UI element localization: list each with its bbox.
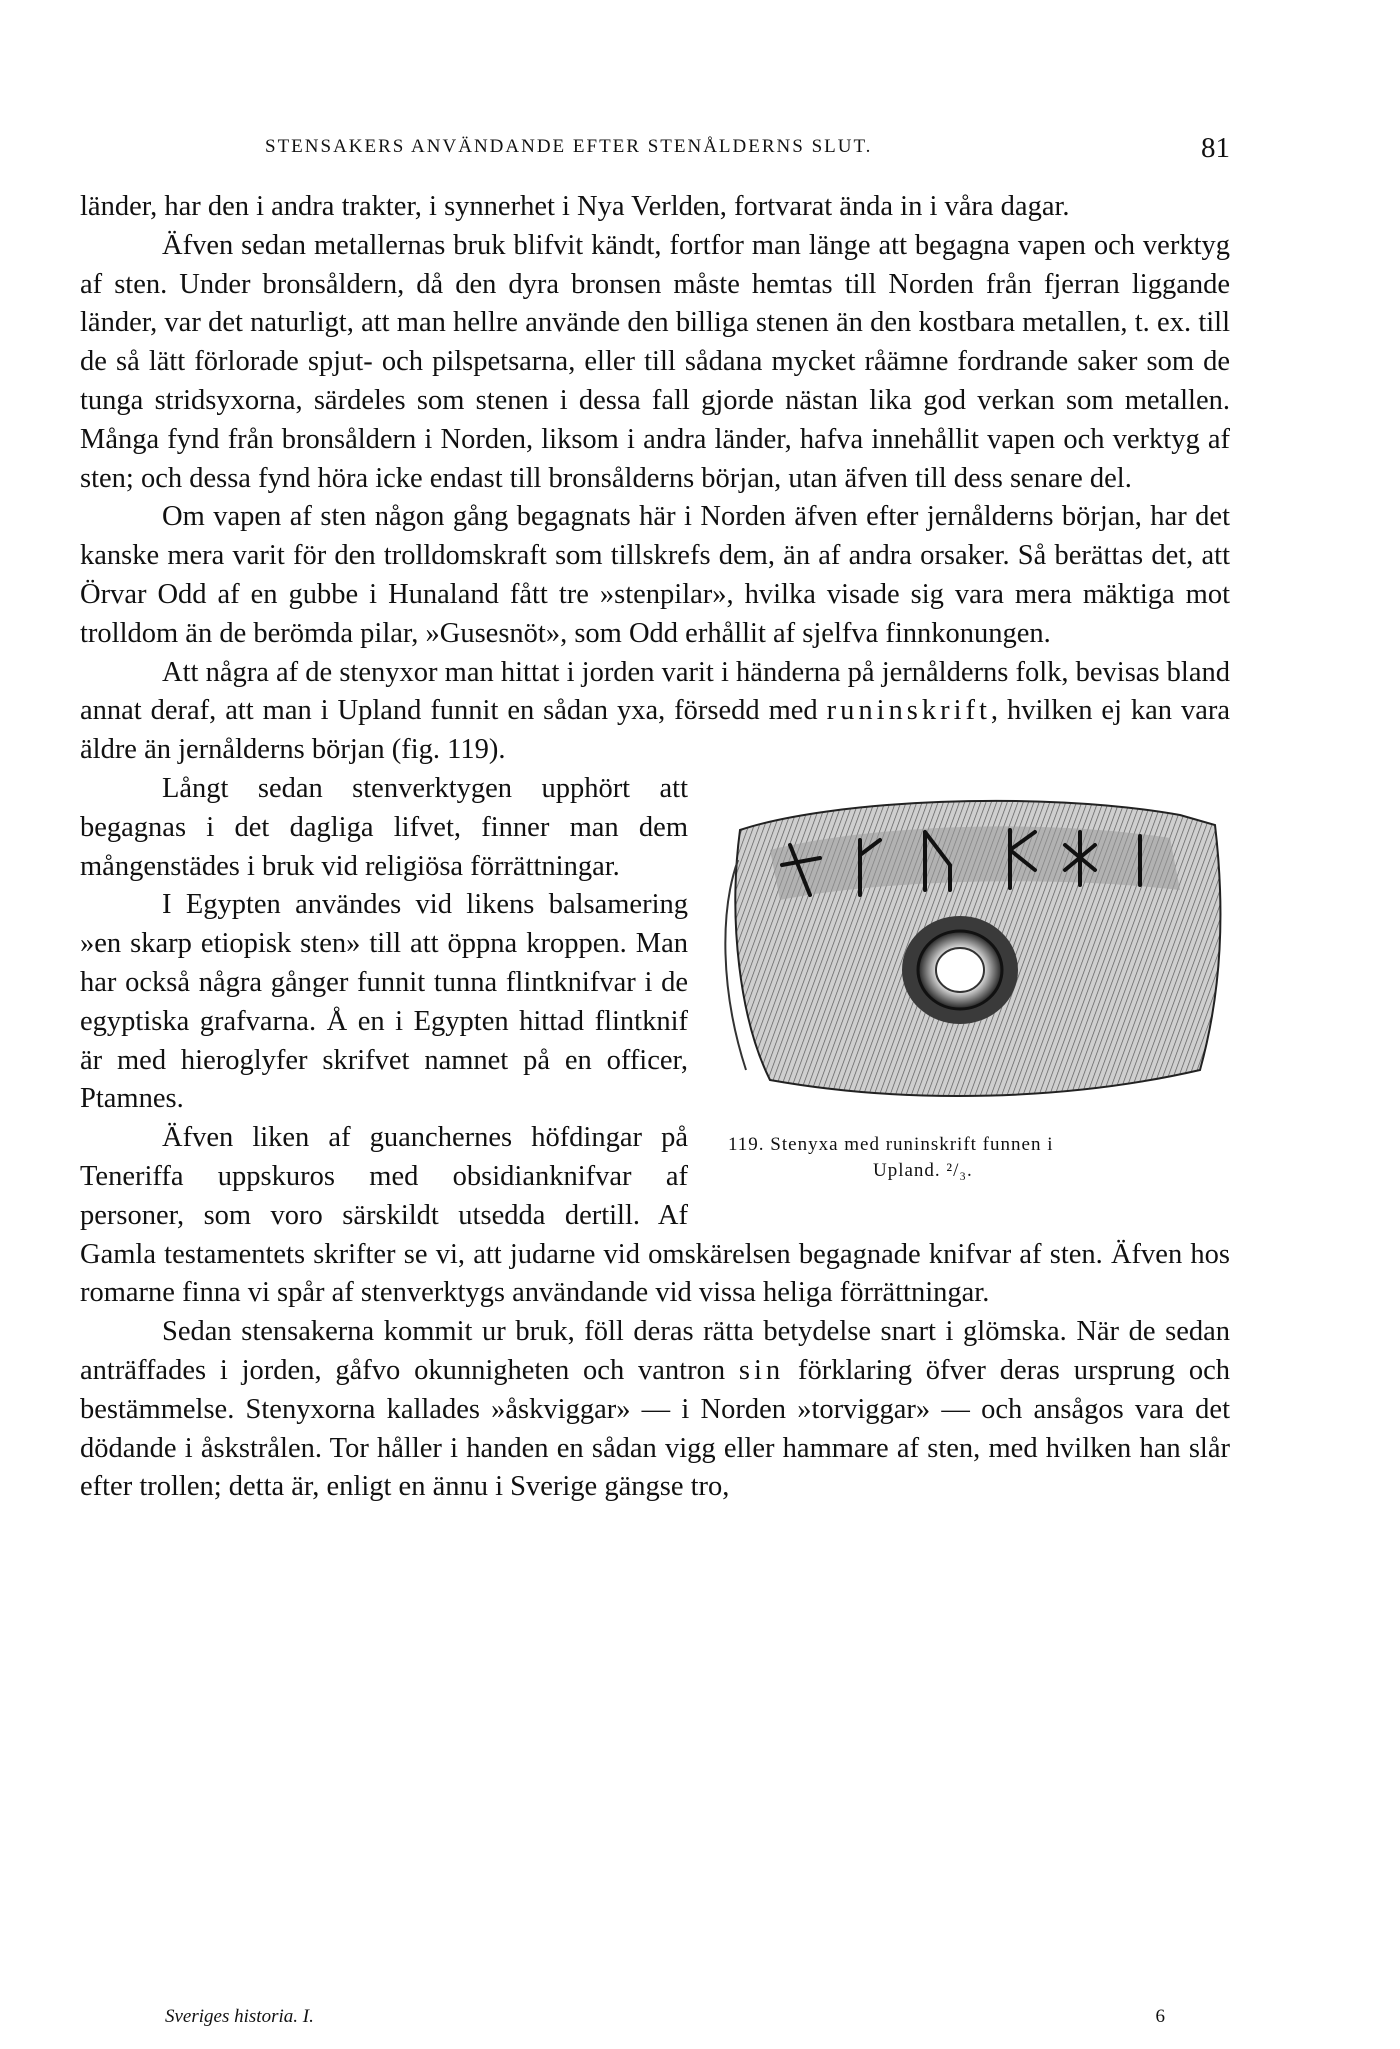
running-title: STENSAKERS ANVÄNDANDE EFTER STENÅLDERNS SLUT. (265, 136, 873, 157)
page-number: 81 (1201, 132, 1230, 164)
paragraph-rune-axe (80, 654, 1230, 770)
thunderstones-text-b: förklaring öfver deras ursprung och bestämmelse. Stenyxorna kallades »åskviggar» — i Norden »torviggar» — och ansågos vara det dödande i åskstrålen. Tor håller i handen en sådan vigg eller hammare af sten, med hvilken han slår efter trollen; detta är, enligt en ännu i Sverige gängse tro, (80, 1354, 1230, 1503)
paragraph-religious-use: Långt sedan stenverktygen upphört att begagnas i det dagliga lifvet, finner man dem mångenstädes i bruk vid religiösa förrättningar. (80, 772, 688, 882)
rune-axe-text-a: Att några af de stenyxor man hittat i jorden varit i händerna på jernålderns folk, bevisas bland annat deraf, att man i Upland funnit en sådan yxa, försedd med (80, 656, 1230, 727)
paragraph-iron-age: Om vapen af sten någon gång begagnats här i Norden äfven efter jernålderns början, har det kanske mera varit för den trolldomskraft som tillskrefs dem, än af andra orsaker. Så berättas det, att Örvar Odd af en gubbe i Hunaland fått tre »stenpilar», hvilka visade sig vara mera mäktiga mot trolldom än de berömda pilar, »Gusesnöt», som Odd erhållit af sjelfva finnkonungen. (80, 501, 1230, 649)
rune-axe-text-b: , hvilken ej kan vara äldre än jernålderns början (fig. 119). (80, 695, 1230, 766)
paragraph-bronze-age: Äfven sedan metallernas bruk blifvit kändt, fortfor man länge att begagna vapen och verktyg af sten. Under bronsåldern, då den dyra bronsen måste hemtas till Norden från fjerran liggande länder, var det naturligt, att man hellre använde den billiga stenen än den kostbara metallen, t. ex. till de så lätt förlorade spjut- och pilspetsarna, eller till sådana mycket råämne fordrande saker som de tunga stridsyxorna, särdeles som stenen i dessa fall gjorde nästan lika god verkan som metallen. Många fynd från bronsåldern i Norden, liksom i andra länder, hafva innehållit vapen och verktyg af sten; och dessa fynd höra icke endast till bronsålderns början, utan äfven till dess senare del. (80, 229, 1230, 494)
spaced-word-runinskrift: runinskrift (826, 695, 991, 727)
paragraph-thunderstones (80, 1313, 1230, 1507)
body-text (80, 188, 1230, 1507)
footer-signature-mark: 6 (1155, 2006, 1165, 2027)
figure-caption (728, 1132, 1230, 1184)
paragraph-continuation: länder, har den i andra trakter, i synnerhet i Nya Verlden, fortvarat ända in i våra dagar. (80, 191, 1070, 222)
caption-line-1: 119. Stenyxa med runinskrift funnen i (728, 1133, 1054, 1155)
signature-footer (165, 2006, 1165, 2028)
spaced-word-sin: sin (738, 1354, 785, 1386)
running-head (80, 132, 1230, 172)
footer-signature-title: Sveriges historia. I. (165, 2006, 314, 2027)
stone-axe-illustration (710, 770, 1230, 1130)
caption-line-2: Upland. ²/₃. (873, 1159, 973, 1181)
thunderstones-text-a: Sedan stensakerna kommit ur bruk, föll deras rätta betydelse snart i glömska. När de sedan anträffades i jorden, gåfvo okunnigheten och vantron (80, 1316, 1230, 1386)
paragraph-guanches: Äfven liken af guanchernes höfdingar på Teneriffa uppskuros med obsidianknifvar af personer, som voro särskildt utsedda dertill. Af Gamla testamentets skrifter se vi, att judarne vid omskärelsen begagnade knifvar af sten. Äfven hos romarne finna vi spår af stenverktygs användande vid vissa heliga förrättningar. (80, 1122, 1230, 1309)
figure-119 (710, 770, 1230, 1220)
paragraph-egypt: I Egypten användes vid likens balsamering »en skarp etiopisk sten» till att öppna kroppen. Man har också några gånger funnit tunna flintknifvar i de egyptiska grafvarna. Å en i Egypten hittad flintknif är med hieroglyfer skrifvet namnet på en officer, Ptamnes. (80, 889, 688, 1115)
